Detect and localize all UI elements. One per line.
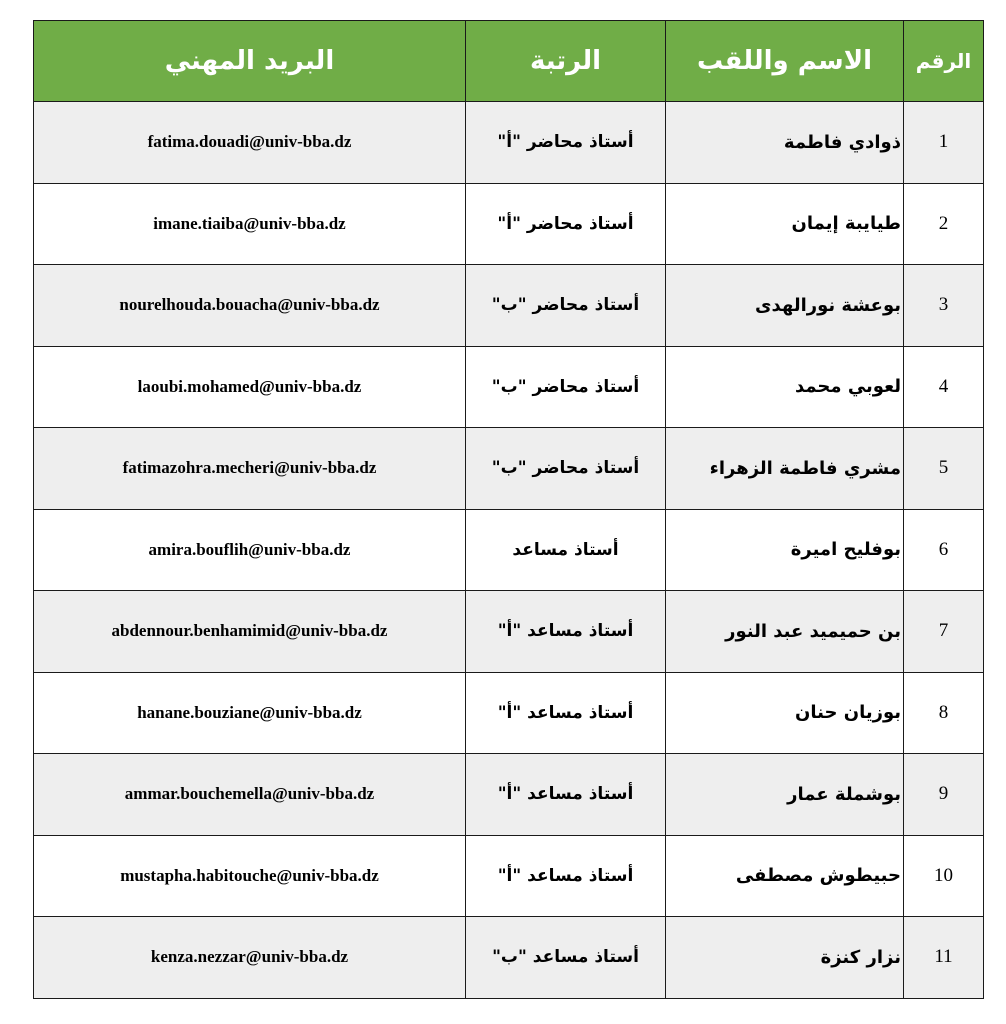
staff-table <box>33 20 984 999</box>
table-row <box>34 102 984 184</box>
name-cell: بوعشة نورالهدى <box>666 265 904 347</box>
header-name: الاسم واللقب <box>666 21 904 102</box>
email-cell: fatima.douadi@univ-bba.dz <box>34 102 466 184</box>
email-cell: abdennour.benhamimid@univ-bba.dz <box>34 591 466 673</box>
name-cell: ذوادي فاطمة <box>666 102 904 184</box>
rank-cell: أستاذ محاضر "ب" <box>466 346 666 428</box>
email-cell: fatimazohra.mecheri@univ-bba.dz <box>34 428 466 510</box>
table-header <box>34 21 984 102</box>
name-cell: مشري فاطمة الزهراء <box>666 428 904 510</box>
email-cell: laoubi.mohamed@univ-bba.dz <box>34 346 466 428</box>
name-cell: بوفليح اميرة <box>666 509 904 591</box>
number-cell: 1 <box>904 102 984 184</box>
name-cell: بن حميميد عبد النور <box>666 591 904 673</box>
rank-cell: أستاذ مساعد "أ" <box>466 591 666 673</box>
number-cell: 5 <box>904 428 984 510</box>
number-cell: 8 <box>904 672 984 754</box>
email-cell: amira.bouflih@univ-bba.dz <box>34 509 466 591</box>
header-rank: الرتبة <box>466 21 666 102</box>
header-number: الرقم <box>904 21 984 102</box>
table-row <box>34 917 984 999</box>
table-row <box>34 591 984 673</box>
name-cell: بوشملة عمار <box>666 754 904 836</box>
number-cell: 2 <box>904 183 984 265</box>
email-cell: imane.tiaiba@univ-bba.dz <box>34 183 466 265</box>
number-cell: 6 <box>904 509 984 591</box>
rank-cell: أستاذ مساعد "أ" <box>466 672 666 754</box>
number-cell: 4 <box>904 346 984 428</box>
rank-cell: أستاذ مساعد "ب" <box>466 917 666 999</box>
email-cell: mustapha.habitouche@univ-bba.dz <box>34 835 466 917</box>
table-row <box>34 346 984 428</box>
table-row <box>34 754 984 836</box>
number-cell: 11 <box>904 917 984 999</box>
table-row <box>34 183 984 265</box>
rank-cell: أستاذ مساعد "أ" <box>466 835 666 917</box>
rank-cell: أستاذ محاضر "أ" <box>466 102 666 184</box>
table-row <box>34 428 984 510</box>
table-body <box>34 102 984 999</box>
name-cell: بوزيان حنان <box>666 672 904 754</box>
rank-cell: أستاذ محاضر "أ" <box>466 183 666 265</box>
table-row <box>34 265 984 347</box>
number-cell: 9 <box>904 754 984 836</box>
name-cell: لعوبي محمد <box>666 346 904 428</box>
header-row <box>34 21 984 102</box>
email-cell: nourelhouda.bouacha@univ-bba.dz <box>34 265 466 347</box>
table-row <box>34 672 984 754</box>
number-cell: 3 <box>904 265 984 347</box>
number-cell: 7 <box>904 591 984 673</box>
name-cell: نزار كنزة <box>666 917 904 999</box>
email-cell: hanane.bouziane@univ-bba.dz <box>34 672 466 754</box>
email-cell: ammar.bouchemella@univ-bba.dz <box>34 754 466 836</box>
email-cell: kenza.nezzar@univ-bba.dz <box>34 917 466 999</box>
number-cell: 10 <box>904 835 984 917</box>
name-cell: حبيطوش مصطفى <box>666 835 904 917</box>
rank-cell: أستاذ محاضر "ب" <box>466 428 666 510</box>
table-row <box>34 835 984 917</box>
rank-cell: أستاذ مساعد "أ" <box>466 754 666 836</box>
name-cell: طيايبة إيمان <box>666 183 904 265</box>
table-row <box>34 509 984 591</box>
rank-cell: أستاذ محاضر "ب" <box>466 265 666 347</box>
rank-cell: أستاذ مساعد <box>466 509 666 591</box>
header-email: البريد المهني <box>34 21 466 102</box>
